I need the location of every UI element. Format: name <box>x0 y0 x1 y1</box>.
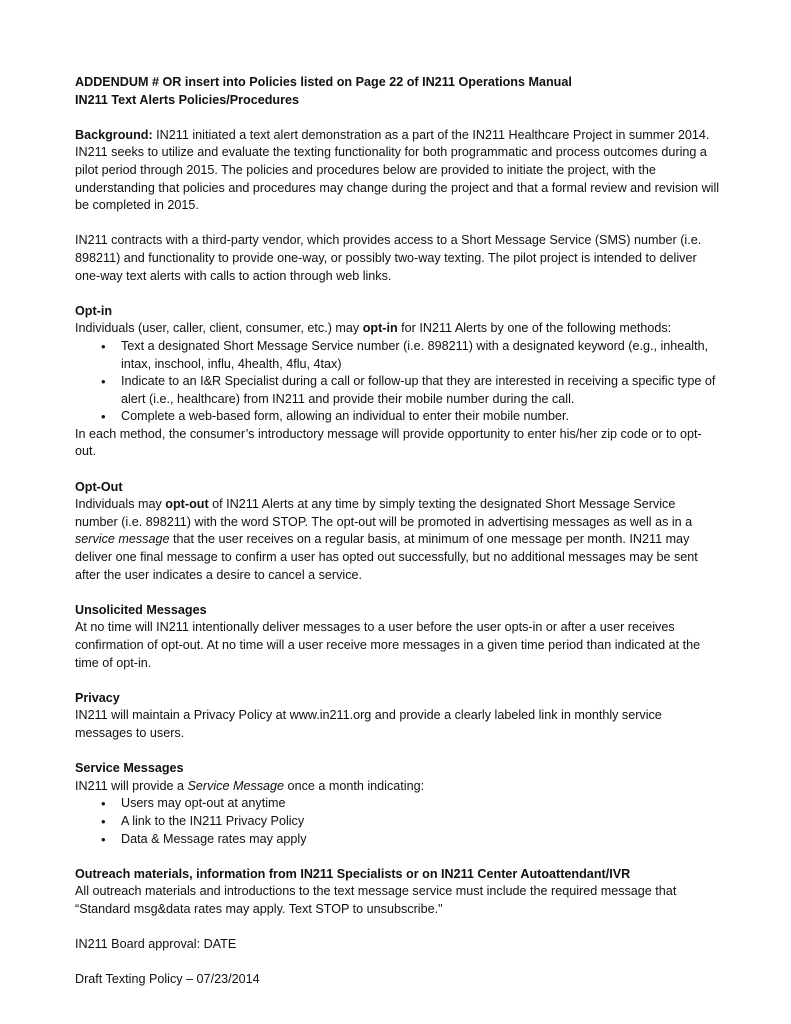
background-text: IN211 initiated a text alert demonstration as a part of the IN211 Healthcare Project in summer 2014. IN211 seeks to utilize and evaluate the texting functionality for both programmatic and process outcomes during a pilot period through 2015. The policies and procedures below are provided to initiate the project, with the understanding that policies and procedures may change during the project and that a formal review and revision will be completed in 2015. <box>75 127 720 213</box>
vendor-paragraph: IN211 contracts with a third-party vendor, which provides access to a Short Message Service (SMS) number (i.e. 898211) and functionality to provide one-way, or possibly two-way texting. The pilot project is intended to deliver one-way text alerts with calls to action through web links. <box>75 233 702 283</box>
opt-out-keyword: opt-out <box>165 497 209 512</box>
list-item: • Text a designated Short Message Service number (i.e. 898211) with a designated keyword (e.g., inhealth, intax, inschool, influ, 4health, 4flu, 4tax) <box>121 338 720 373</box>
service-message-term: Service Message <box>187 778 285 793</box>
list-item: • A link to the IN211 Privacy Policy <box>121 813 720 831</box>
document-page <box>75 74 720 989</box>
list-item: • Data & Message rates may apply <box>121 831 720 849</box>
opt-in-keyword: opt-in <box>362 321 398 336</box>
draft-date: Draft Texting Policy – 07/23/2014 <box>75 972 260 987</box>
opt-out-text-cont: of IN211 Alerts at any time by simply texting the designated Short Message Service number (i.e. 898211) with the word STOP. The opt-out will be promoted in advertising messages as well as in a <box>75 497 693 529</box>
opt-in-methods-list <box>75 338 720 426</box>
service-messages-heading: Service Messages <box>75 761 184 776</box>
background-label: Background: <box>75 127 153 142</box>
service-intro-text: IN211 will provide a <box>75 778 188 793</box>
opt-in-intro <box>75 320 720 338</box>
unsolicited-paragraph: At no time will IN211 intentionally deliver messages to a user before the user opts-in or after a user receives confirmation of opt-out. At no time will a user receive more messages in a given time period than indicated at the time of opt-in. <box>75 620 701 670</box>
privacy-heading: Privacy <box>75 690 120 705</box>
document-title: IN211 Text Alerts Policies/Procedures <box>75 92 299 107</box>
opt-in-closing: In each method, the consumer’s introductory message will provide opportunity to enter his/her zip code or to opt-out. <box>75 426 702 459</box>
opt-out-heading: Opt-Out <box>75 479 123 494</box>
privacy-paragraph: IN211 will maintain a Privacy Policy at www.in211.org and provide a clearly labeled link in monthly service messages to users. <box>75 708 662 740</box>
list-item: • Complete a web-based form, allowing an individual to enter their mobile number. <box>121 408 720 426</box>
header-line-1: ADDENDUM # OR insert into Policies listed on Page 22 of IN211 Operations Manual <box>75 75 572 89</box>
board-approval: IN211 Board approval: DATE <box>75 937 237 952</box>
opt-in-intro-text: Individuals (user, caller, client, consumer, etc.) may <box>75 321 363 336</box>
list-item: • Indicate to an I&R Specialist during a call or follow-up that they are interested in receiving a specific type of alert (i.e., healthcare) from IN211 and provide their mobile number during the call. <box>121 373 720 408</box>
opt-in-intro-rest: for IN211 Alerts by one of the following methods: <box>397 321 672 336</box>
outreach-paragraph: All outreach materials and introductions to the text message service must include the required message that “Standard msg&data rates may apply. Text STOP to unsubscribe." <box>75 884 677 916</box>
service-message-term: service message <box>75 532 170 547</box>
unsolicited-heading: Unsolicited Messages <box>75 602 207 617</box>
opt-in-heading: Opt-in <box>75 303 113 318</box>
service-messages-intro <box>75 778 720 796</box>
opt-out-text-end: that the user receives on a regular basis, at minimum of one message per month. IN211 may deliver one final message to confirm a user has opted out successfully, but no additional messages may be sent after the user indicates a desire to cancel a service. <box>75 532 698 582</box>
opt-out-text: Individuals may <box>75 497 166 512</box>
list-item: • Users may opt-out at anytime <box>121 795 720 813</box>
background-paragraph <box>75 127 720 215</box>
outreach-heading: Outreach materials, information from IN211 Specialists or on IN211 Center Autoattendant/IVR <box>75 866 631 881</box>
service-intro-rest: once a month indicating: <box>284 778 425 793</box>
service-messages-list <box>75 795 720 848</box>
opt-out-paragraph <box>75 496 720 584</box>
